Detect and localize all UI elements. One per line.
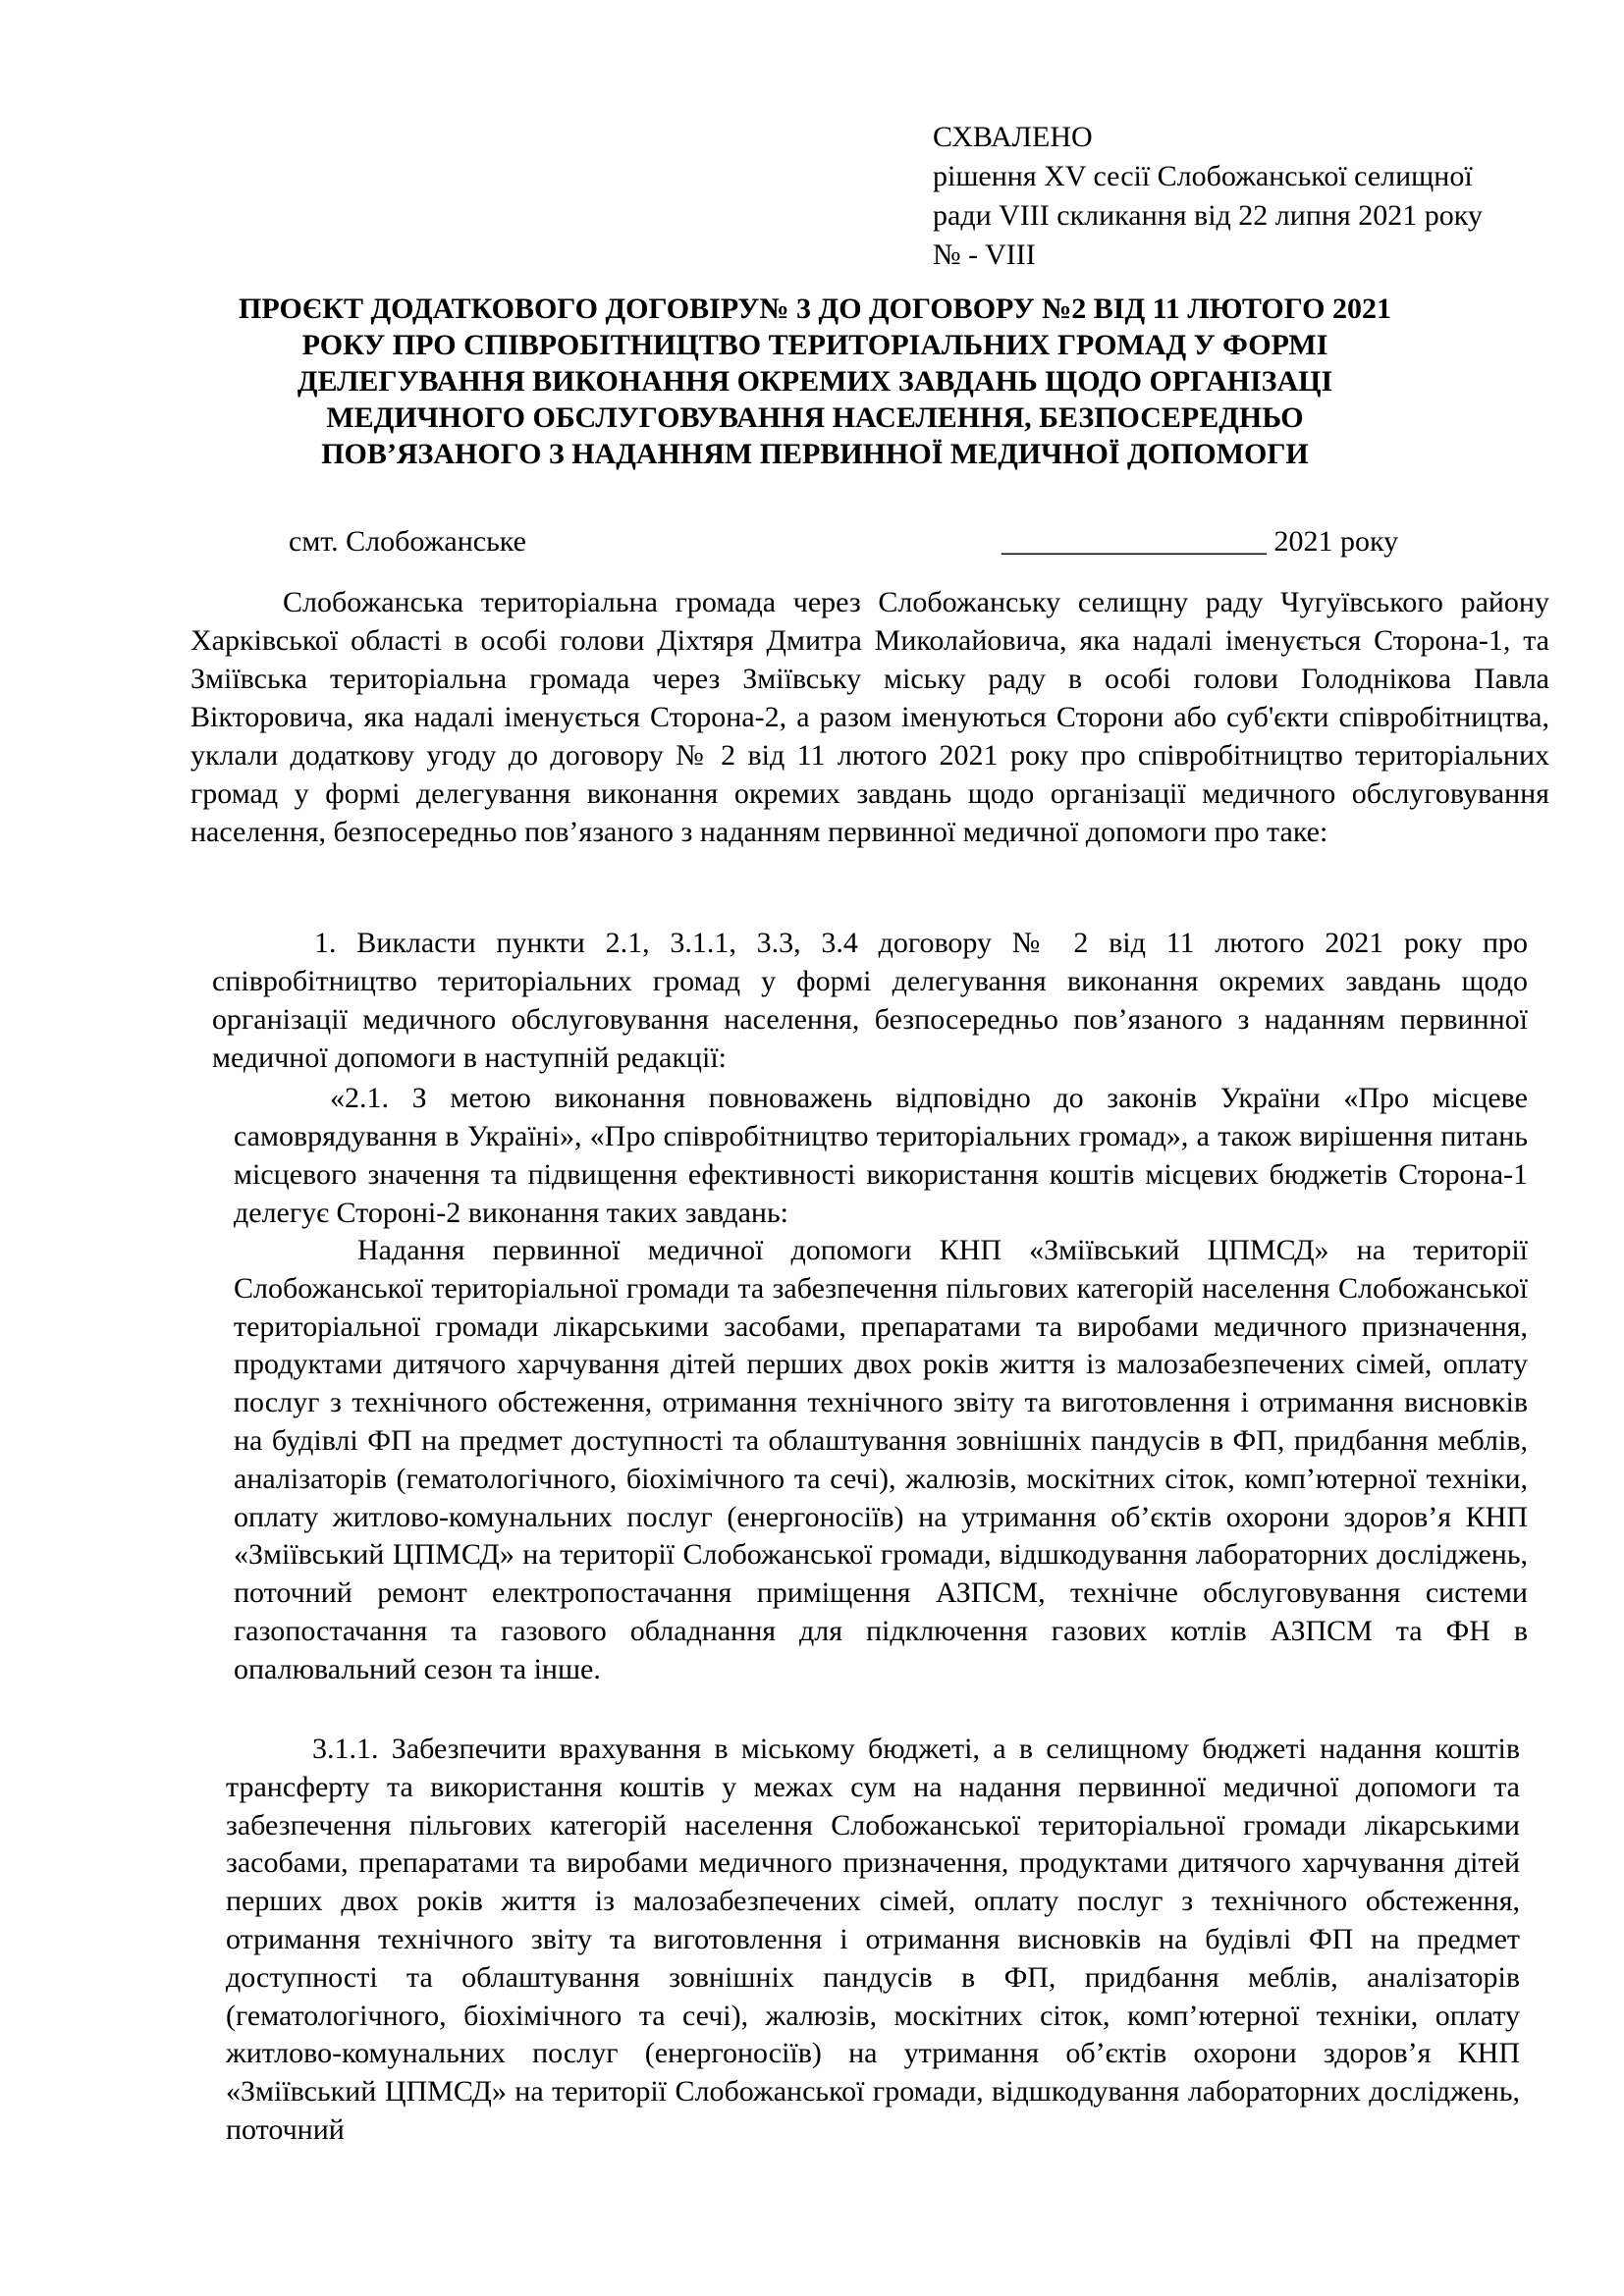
item-1-paragraph: 1. Викласти пункти 2.1, 3.1.1, 3.3, 3.4 договору № 2 від 11 лютого 2021 року про співробітництво територіальних громад у формі делегування виконання окремих завдань щодо організації медичного обслуговування населення, безпосередньо пов’язаного з наданням первинної медичної допомоги в наступній редакції:: [212, 927, 1528, 1074]
signing-date: __________________ 2021 року: [1001, 525, 1399, 558]
title-line: МЕДИЧНОГО ОБСЛУГОВУВАННЯ НАСЕЛЕННЯ, БЕЗПОСЕРЕДНЬО: [326, 401, 1304, 434]
title-line: РОКУ ПРО СПІВРОБІТНИЦТВО ТЕРИТОРІАЛЬНИХ ГРОМАД У ФОРМІ: [301, 329, 1328, 361]
clause-2-1-tasks-paragraph: Надання первинної медичної допомоги КНП «Зміївський ЦПМСД» на території Слобожанської територіальної громади та забезпечення пільгових категорій населення Слобожанської територіальної громади лікарськими засобами, препаратами та виробами медичного призначення, продуктами дитячого харчування дітей перших двох років життя із малозабезпечених сімей, оплату послуг з технічного обстеження, отримання технічного звіту та виготовлення і отримання висновків на будівлі ФП на предмет доступності та облаштування зовнішніх пандусів в ФП, придбання меблів, аналізаторів (гематологічного, біохімічного та сечі), жалюзів, москітних сіток, комп’ютерної техніки, оплату житлово-комунальних послуг (енергоносіїв) на утримання об’єктів охорони здоров’я КНП «Зміївський ЦПМСД» на території Слобожанської громади, відшкодування лабораторних досліджень, поточний ремонт електропостачання приміщення АЗПСМ, технічне обслуговування системи газопостачання та газового обладнання для підключення газових котлів АЗПСМ та ФН в опалювальний сезон та інше.: [234, 1234, 1528, 1685]
clause-3-1-1-paragraph: 3.1.1. Забезпечити врахування в міському бюджеті, а в селищному бюджеті надання коштів трансферту та використання коштів у межах сум на надання первинної медичної допомоги та забезпечення пільгових категорій населення Слобожанської територіальної громади лікарськими засобами, препаратами та виробами медичного призначення, продуктами дитячого харчування дітей перших двох років життя із малозабезпечених сімей, оплату послуг з технічного обстеження, отримання технічного звіту та виготовлення і отримання висновків на будівлі ФП на предмет доступності та облаштування зовнішніх пандусів в ФП, придбання меблів, аналізаторів (гематологічного, біохімічного та сечі), жалюзів, москітних сіток, комп’ютерної техніки, оплату житлово-комунальних послуг (енергоносіїв) на утримання об’єктів охорони здоров’я КНП «Зміївський ЦПМСД» на території Слобожанської громади, відшкодування лабораторних досліджень, поточний: [226, 1733, 1520, 2146]
clause-2-1-paragraph: «2.1. З метою виконання повноважень відповідно до законів України «Про місцеве самоврядування в Україні», «Про співробітництво територіальних громад», а також вирішення питань місцевого значення та підвищення ефективності використання коштів місцевих бюджетів Сторона-1 делегує Стороні-2 виконання таких завдань:: [234, 1082, 1528, 1229]
title-line: ПРОЄКТ ДОДАТКОВОГО ДОГОВІРУ№ 3 ДО ДОГОВОРУ №2 ВІД 11 ЛЮТОГО 2021: [239, 293, 1391, 325]
intro-paragraph: Слобожанська територіальна громада через Слобожанську селищну раду Чугуївського району Харківської області в особі голови Діхтяря Дмитра Миколайовича, яка надалі іменується Сторона-1, та Зміївська територіальна громада через Зміївську міську раду в особі голови Голоднікова Павла Вікторовича, яка надалі іменується Сторона-2, а разом іменуються Сторони або суб'єкти співробітництва, уклали додаткову угоду до договору № 2 від 11 лютого 2021 року про співробітництво територіальних громад у формі делегування виконання окремих завдань щодо організації медичного обслуговування населення, безпосередньо пов’язаного з наданням первинної медичної допомоги про таке:: [190, 586, 1549, 848]
approval-stamp: [933, 118, 1581, 275]
approval-decision-line: рішення XV сесії Слобожанської селищної: [933, 160, 1473, 192]
approval-number-line: № - VIII: [933, 239, 1036, 271]
title-line: ПОВ’ЯЗАНОГО З НАДАННЯМ ПЕРВИННОЇ МЕДИЧНОЇ ДОПОМОГИ: [321, 438, 1309, 470]
signing-place: смт. Слобожанське: [289, 525, 526, 558]
document-title: [226, 291, 1404, 472]
title-line: ДЕЛЕГУВАННЯ ВИКОНАННЯ ОКРЕМИХ ЗАВДАНЬ ЩОДО ОРГАНІЗАЦІ: [297, 365, 1333, 398]
approval-convocation-line: ради VIII скликання від 22 липня 2021 року: [933, 199, 1483, 232]
approval-heading: СХВАЛЕНО: [933, 121, 1093, 153]
